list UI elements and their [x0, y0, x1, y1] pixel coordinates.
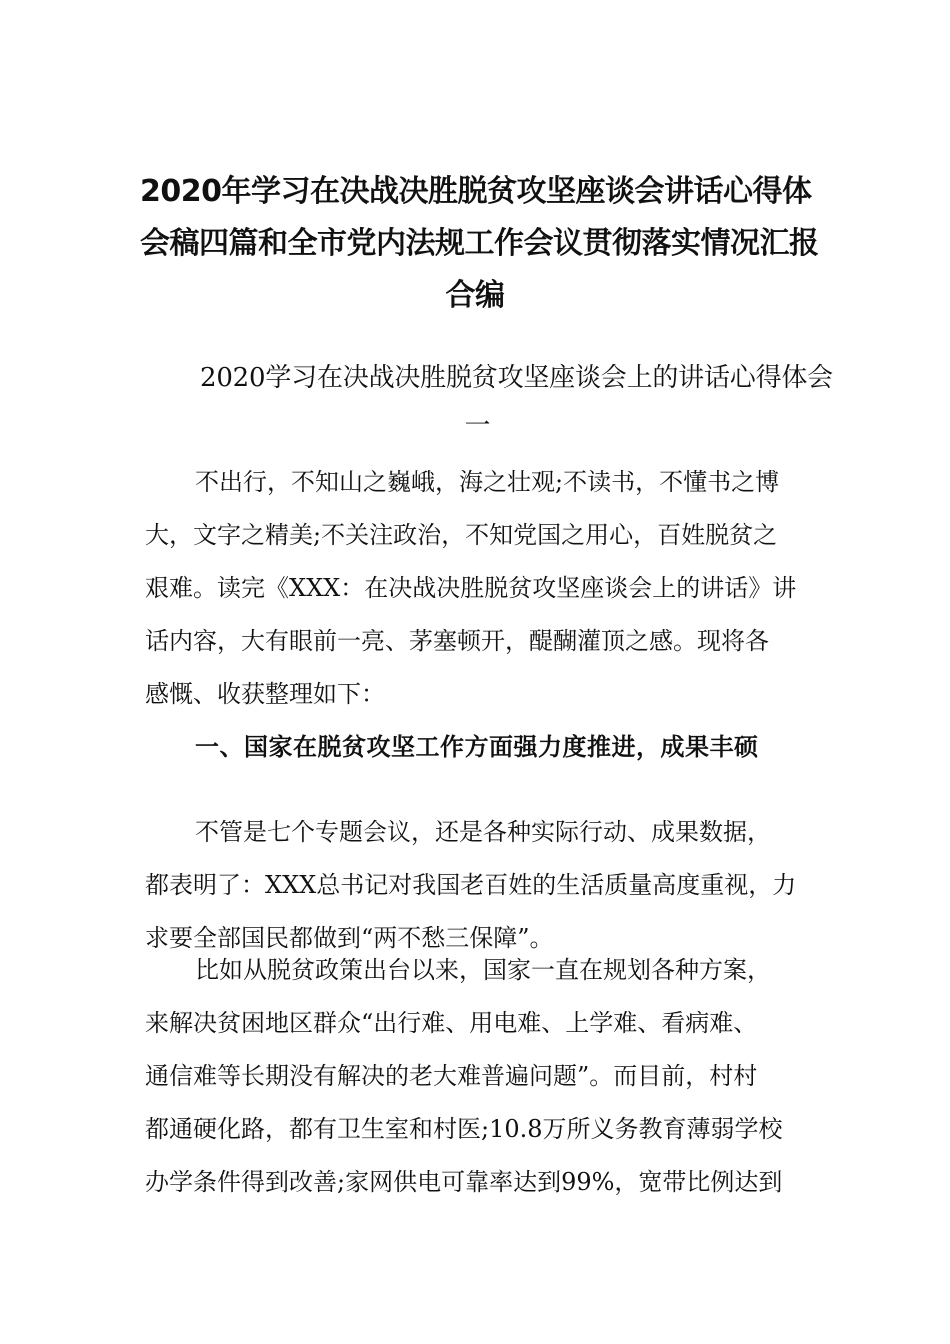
paragraph-line: 比如从脱贫政策出台以来，国家一直在规划各种方案，: [195, 956, 771, 984]
paragraph-line: 都通硬化路，都有卫生室和村医;10.8万所义务教育薄弱学校: [145, 1115, 783, 1143]
title-line-2: 会稿四篇和全市党内法规工作会议贯彻落实情况汇报: [140, 226, 819, 261]
document-title: [140, 166, 819, 322]
title-line-1: 2020年学习在决战决胜脱贫攻坚座谈会讲话心得体: [140, 174, 812, 209]
paragraph-line: 来解决贫困地区群众“出行难、用电难、上学难、看病难、: [145, 1009, 758, 1037]
paragraph-intro: [145, 456, 810, 721]
section-heading: 一、国家在脱贫攻坚工作方面强力度推进，成果丰硕: [195, 732, 759, 761]
paragraph-section-1: [145, 806, 810, 965]
paragraph-line: 话内容，大有眼前一亮、茅塞顿开，醍醐灌顶之感。现将各: [145, 627, 769, 655]
paragraph-section-2: [145, 944, 810, 1209]
paragraph-line: 办学条件得到改善;家网供电可靠率达到99%，宽带比例达到: [145, 1168, 783, 1196]
paragraph-line: 通信难等长期没有解决的老大难普遍问题”。而目前，村村: [145, 1062, 758, 1090]
title-line-3: 合编: [445, 278, 505, 313]
paragraph-line: 求要全部国民都做到“两不愁三保障”。: [145, 924, 554, 952]
paragraph-line: 不出行，不知山之巍峨，海之壮观;不读书，不懂书之博: [195, 468, 780, 496]
subtitle-line-2: 一: [464, 411, 491, 441]
paragraph-line: 感慨、收获整理如下：: [145, 680, 385, 708]
paragraph-line: 都表明了：XXX总书记对我国老百姓的生活质量高度重视，力: [145, 871, 797, 899]
subtitle-line-1: 2020学习在决战决胜脱贫攻坚座谈会上的讲话心得体会: [200, 363, 833, 393]
paragraph-line: 大，文字之精美;不关注政治，不知党国之用心，百姓脱贫之: [145, 521, 778, 549]
paragraph-line: 不管是七个专题会议，还是各种实际行动、成果数据，: [195, 818, 771, 846]
paragraph-line: 艰难。读完《XXX：在决战决胜脱贫攻坚座谈会上的讲话》讲: [145, 574, 797, 602]
article-subtitle: [145, 354, 833, 450]
